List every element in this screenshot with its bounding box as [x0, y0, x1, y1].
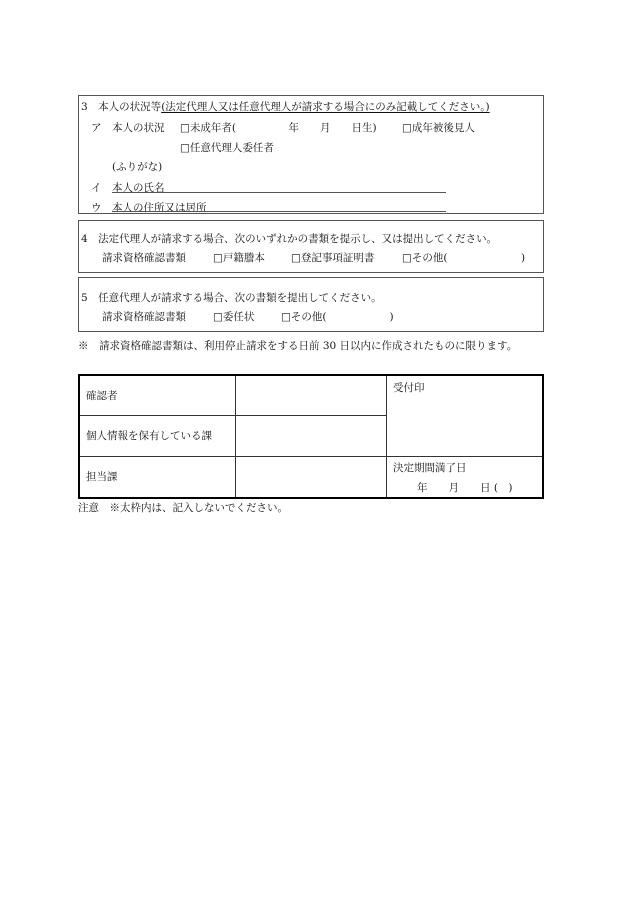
registry-certificate-checkbox-option[interactable]: □登記事項証明書: [291, 252, 375, 264]
minor-checkbox-option[interactable]: □未成年者( 年 月 日生): [180, 122, 377, 134]
section4-docs-label: 請求資格確認書類: [102, 252, 186, 264]
principal-name-label: 本人の氏名: [112, 182, 165, 194]
principal-address-field[interactable]: [112, 211, 446, 212]
furigana-label: (ふりがな): [112, 161, 163, 173]
section3-a-label: ア 本人の状況: [91, 122, 165, 134]
confirmer-field: [236, 375, 387, 415]
section3-title-prefix: 3 本人の状況等: [81, 101, 162, 113]
document-validity-note: ※ 請求資格確認書類は、利用停止請求をする日前 30 日以内に作成されたものに限ります。: [78, 340, 518, 352]
deadline-cell: [387, 456, 544, 498]
power-of-attorney-checkbox-option[interactable]: □委任状: [213, 311, 255, 323]
section4-other-checkbox-option[interactable]: □その他( ): [402, 252, 526, 264]
section3-u-marker: ウ: [91, 202, 102, 214]
confirmer-label: 確認者: [79, 375, 236, 415]
principal-name-field[interactable]: [112, 192, 446, 193]
section5-other-checkbox-option[interactable]: □その他( ): [281, 311, 394, 323]
footer-note: 注意 ※太枠内は、記入しないでください。: [78, 502, 288, 514]
responsible-dept-field: [236, 456, 387, 498]
koseki-checkbox-option[interactable]: □戸籍謄本: [213, 252, 265, 264]
principal-address-label: 本人の住所又は居所: [112, 202, 207, 214]
responsible-dept-label: 担当課: [79, 456, 236, 498]
principal-checkbox-option[interactable]: □任意代理人委任者: [180, 142, 274, 154]
section5-title: 5 任意代理人が請求する場合、次の書類を提出してください。: [81, 292, 382, 304]
section3-title: [81, 99, 490, 114]
dept-holding-field: [236, 415, 387, 456]
receipt-stamp-label: 受付印: [387, 375, 544, 456]
deadline-date: 年 月 日 ( ): [417, 481, 513, 494]
section4-box: [78, 220, 544, 273]
dept-holding-label: 個人情報を保有している課: [79, 415, 236, 456]
adult-guardian-checkbox-option[interactable]: □成年被後見人: [402, 122, 475, 134]
deadline-label: 決定期間満了日: [393, 461, 467, 474]
section4-title: 4 法定代理人が請求する場合、次のいずれかの書類を提示し、又は提出してください。: [81, 233, 498, 245]
office-use-table: [78, 374, 544, 499]
section5-docs-label: 請求資格確認書類: [102, 311, 186, 323]
section3-i-marker: イ: [91, 182, 102, 194]
section3-title-note: (法定代理人又は任意代理人が請求する場合にのみ記載してください。): [161, 101, 490, 113]
